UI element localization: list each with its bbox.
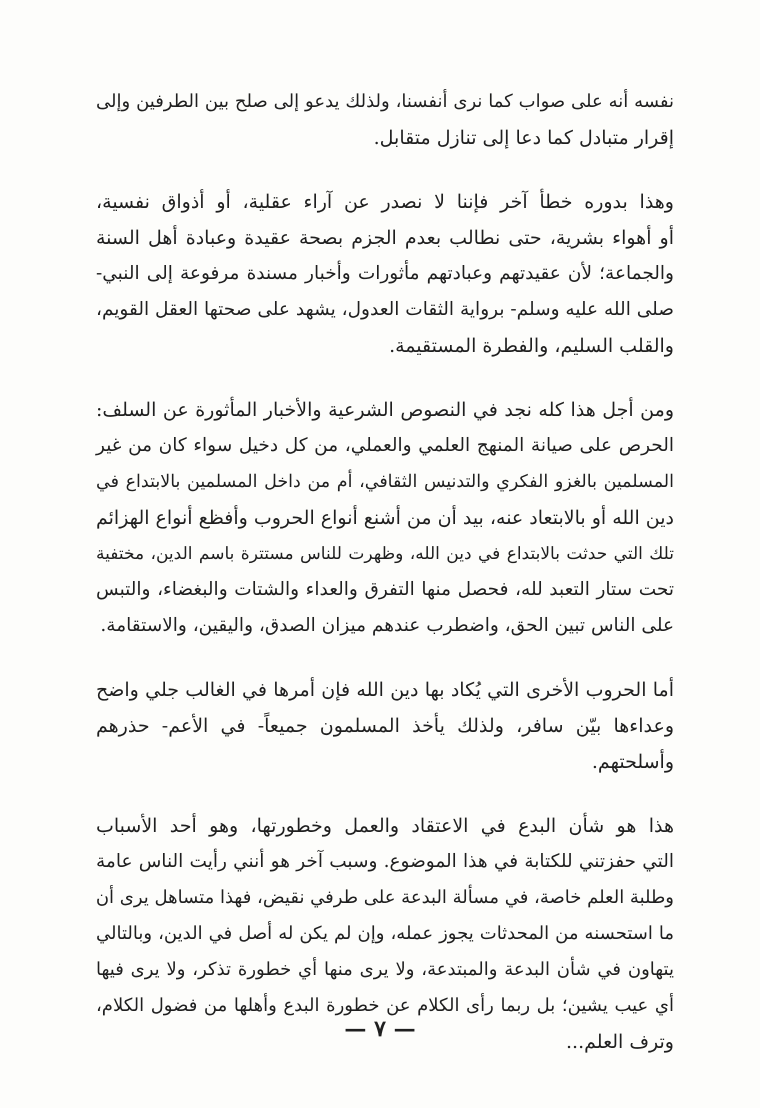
text-line: إقرار متبادل كما دعا إلى تنازل متقابل. bbox=[373, 127, 674, 149]
text-line: الحرص على صيانة المنهج العلمي والعملي، من كل دخيل سواء كان من غير bbox=[96, 435, 674, 456]
body-text bbox=[96, 84, 674, 1060]
text-line: أما الحروب الأخرى التي يُكاد بها دين الله فإن أمرها في الغالب جلي واضح bbox=[96, 679, 674, 701]
text-line: وطلبة العلم خاصة، في مسألة البدعة على طرفي نقيض، فهذا متساهل يرى أن bbox=[95, 887, 674, 908]
text-line: وعداءها بيّن سافر، ولذلك يأخذ المسلمون جميعاً- في الأعم- حذرهم bbox=[96, 715, 674, 737]
text-line: وهذا بدوره خطأ آخر فإننا لا نصدر عن آراء عقلية، أو أذواق نفسية، bbox=[96, 191, 674, 213]
text-line: وأسلحتهم. bbox=[591, 751, 674, 773]
text-line: هذا هو شأن البدع في الاعتقاد والعمل وخطورتها، وهو أحد الأسباب bbox=[96, 815, 674, 837]
text-line: أي عيب يشين؛ بل ربما رأى الكلام عن خطورة البدع وأهلها من فضول الكلام، bbox=[96, 995, 674, 1016]
text-line: تلك التي حدثت بالابتداع في دين الله، وظهرت للناس مستترة باسم الدين، مختفية bbox=[96, 544, 674, 564]
text-line: ومن أجل هذا كله نجد في النصوص الشرعية والأخبار المأثورة عن السلف: bbox=[96, 399, 674, 421]
text-line: المسلمين بالغزو الفكري والتدنيس الثقافي، أم من داخل المسلمين بالابتداع في bbox=[96, 472, 674, 492]
text-line: وترف العلم... bbox=[566, 1031, 674, 1053]
text-line: على الناس تبين الحق، واضطرب عندهم ميزان الصدق، واليقين، والاستقامة. bbox=[100, 615, 674, 636]
text-line: ما استحسنه من المحدثات يجوز عمله، وإن لم يكن له أصل في الدين، وبالتالي bbox=[96, 923, 674, 944]
text-line: والجماعة؛ لأن عقيدتهم وعبادتهم مأثورات وأخبار مسندة مرفوعة إلى النبي- bbox=[96, 263, 674, 284]
paragraph bbox=[96, 84, 674, 156]
text-line: تحت ستار التعبد لله، فحصل منها التفرق والعداء والشتات والبغضاء، والتبس bbox=[96, 579, 674, 600]
page-number: — ٧ — bbox=[344, 1016, 416, 1042]
text-line: نفسه أنه على صواب كما نرى أنفسنا، ولذلك يدعو إلى صلح بين الطرفين وإلى bbox=[96, 91, 675, 112]
paragraph bbox=[96, 392, 674, 644]
text-line: أو أهواء بشرية، حتى نطالب بعدم الجزم بصحة عقيدة وعبادة أهل السنة bbox=[96, 227, 674, 249]
text-line: التي حفزتني للكتابة في هذا الموضوع. وسبب آخر هو أنني رأيت الناس عامة bbox=[96, 851, 674, 872]
text-line: صلى الله عليه وسلم- برواية الثقات العدول، يشهد على صحتها العقل القويم، bbox=[96, 299, 674, 320]
text-line: والقلب السليم، والفطرة المستقيمة. bbox=[389, 335, 674, 357]
paragraph bbox=[96, 184, 674, 364]
paragraph bbox=[96, 672, 674, 780]
text-line: دين الله أو بالابتعاد عنه، بيد أن من أشنع أنواع الحروب وأفظع أنواع الهزائم bbox=[95, 507, 674, 529]
text-line: يتهاون في شأن البدعة والمبتدعة، ولا يرى منها أي خطورة تذكر، ولا يرى فيها bbox=[96, 959, 674, 980]
